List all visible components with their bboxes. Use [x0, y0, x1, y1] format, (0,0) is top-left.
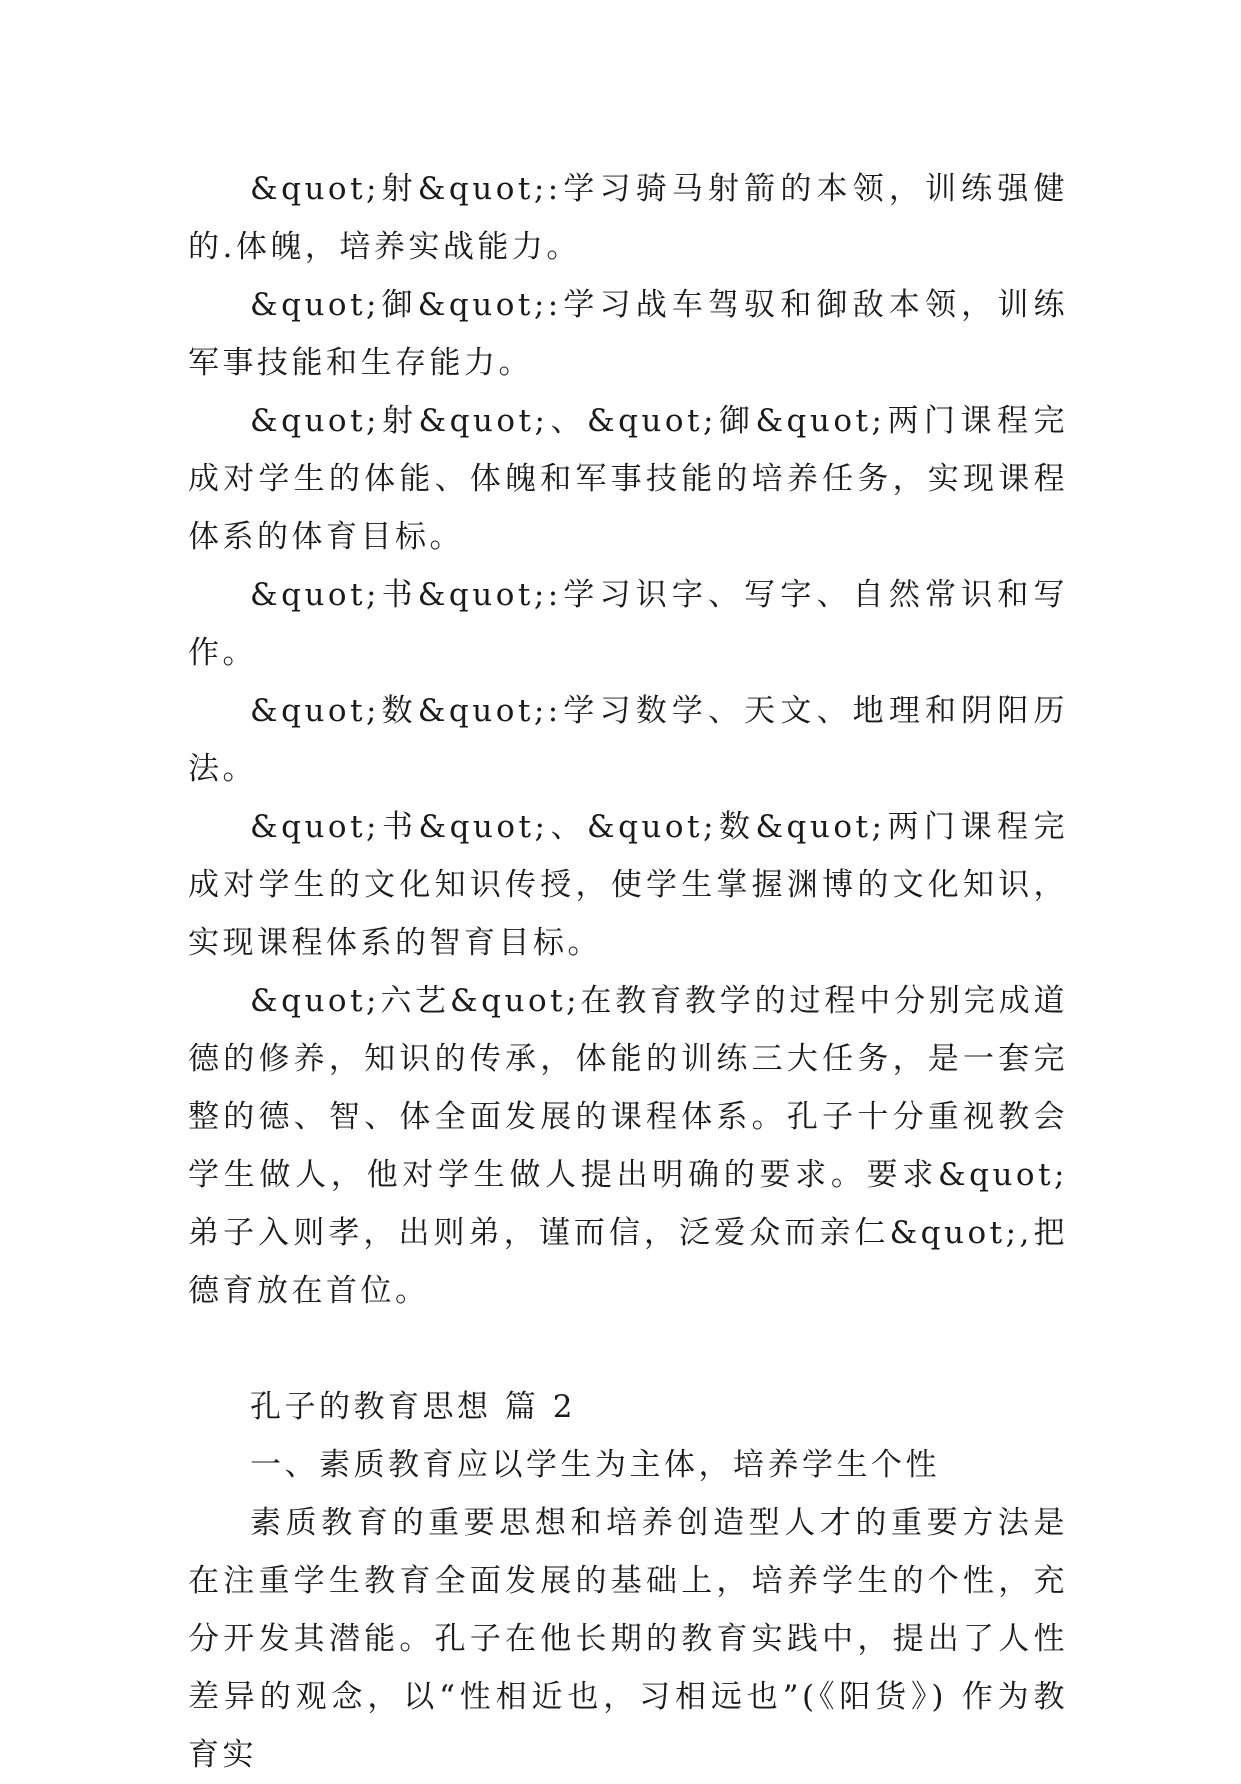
paragraph-she: &quot;射&quot;:学习骑马射箭的本领，训练强健的.体魄，培养实战能力。: [188, 171, 1068, 265]
paragraph-yu: &quot;御&quot;:学习战车驾驭和御敌本领，训练军事技能和生存能力。: [188, 287, 1068, 381]
paragraph-she-yu-summary: &quot;射&quot;、&quot;御&quot;两门课程完成对学生的体能、体魄和军事技能的培养任务，实现课程体系的体育目标。: [188, 403, 1068, 555]
subheading: 一、素质教育应以学生为主体，培养学生个性: [250, 1447, 940, 1483]
document-body: [188, 160, 1068, 1784]
paragraph-suzhi-jiaoyu: 素质教育的重要思想和培养创造型人才的重要方法是在注重学生教育全面发展的基础上，培养学生的个性，充分开发其潜能。孔子在他长期的教育实践中，提出了人性差异的观念，以“性相近也，习相远也”(《阳货》) 作为教育实: [188, 1505, 1068, 1773]
paragraph-shu-math: &quot;数&quot;:学习数学、天文、地理和阴阳历法。: [188, 693, 1068, 787]
paragraph-shu-shu-summary: &quot;书&quot;、&quot;数&quot;两门课程完成对学生的文化知识传授，使学生掌握渊博的文化知识，实现课程体系的智育目标。: [188, 809, 1068, 961]
section-spacer: [188, 1320, 1068, 1378]
section-title: 孔子的教育思想 篇 2: [250, 1389, 576, 1425]
paragraph-liuyi: &quot;六艺&quot;在教育教学的过程中分别完成道德的修养，知识的传承，体能的训练三大任务，是一套完整的德、智、体全面发展的课程体系。孔子十分重视教会学生做人，他对学生做人提出明确的要求。要求&quot;弟子入则孝，出则弟，谨而信，泛爱众而亲仁&quot;,把德育放在首位。: [188, 983, 1068, 1309]
paragraph-shu: &quot;书&quot;:学习识字、写字、自然常识和写作。: [188, 577, 1068, 671]
